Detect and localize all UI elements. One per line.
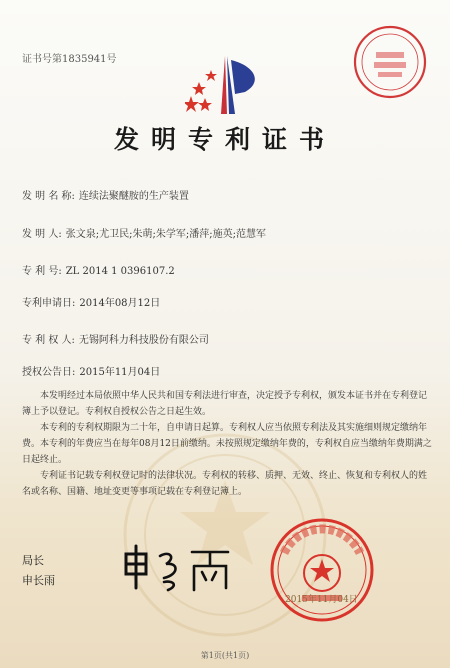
field-patentee [22, 331, 209, 346]
patent-office-logo-icon [185, 52, 267, 116]
field-value: 无锡阿科力科技股份有限公司 [78, 335, 209, 346]
body-paragraph-2: 本专利的专利权期限为二十年，自申请日起算。专利权人应当依照专利法及其实施细则规定缴纳年费。本专利的年费应当在每年08月12日前缴纳。未按照规定缴纳年费的，专利权自应当缴纳年费期满之日起终止。 [22, 423, 432, 465]
field-grant-date [22, 363, 160, 378]
field-label: 专 利 权 人: [22, 335, 75, 346]
field-label: 授权公告日: [22, 367, 76, 378]
body-paragraph-3: 专利证书记载专利权登记时的法律状况。专利权的转移、质押、无效、终止、恢复和专利权人的姓名或名称、国籍、地址变更等事项记载在专利登记簿上。 [22, 471, 428, 497]
official-seal-icon [262, 515, 382, 625]
field-value: 张文泉;尤卫民;朱萌;朱学军;潘萍;施英;范慧军 [65, 229, 266, 240]
field-label: 发 明 人: [22, 229, 62, 240]
field-patent-number [22, 262, 175, 277]
field-inventors [22, 225, 266, 240]
field-invention-name [22, 187, 189, 202]
field-value: ZL 2014 1 0396107.2 [65, 266, 175, 277]
field-application-date [22, 294, 160, 309]
certificate-number: 证书号第1835941号 [22, 54, 117, 65]
director-name: 申长雨 [22, 574, 55, 587]
body-paragraph-1: 本发明经过本局依照中华人民共和国专利法进行审查，决定授予专利权，颁发本证书并在专利登记簿上予以登记。专利权自授权公告之日起生效。 [22, 391, 428, 417]
seal-date: 2015年11月04日 [285, 595, 358, 605]
top-seal-icon [352, 24, 428, 100]
director-title: 局长 [22, 554, 44, 567]
field-value: 连续法聚醚胺的生产装置 [78, 191, 189, 202]
handwritten-signature-icon [120, 540, 240, 595]
page-footer: 第1页(共1页) [200, 651, 250, 660]
certificate-title: 发明专利证书 [113, 125, 336, 154]
field-value: 2015年11月04日 [79, 367, 161, 378]
field-value: 2014年08月12日 [79, 298, 161, 309]
field-label: 发 明 名 称: [22, 191, 75, 202]
field-label: 专 利 号: [22, 266, 62, 277]
field-label: 专利申请日: [22, 298, 76, 309]
